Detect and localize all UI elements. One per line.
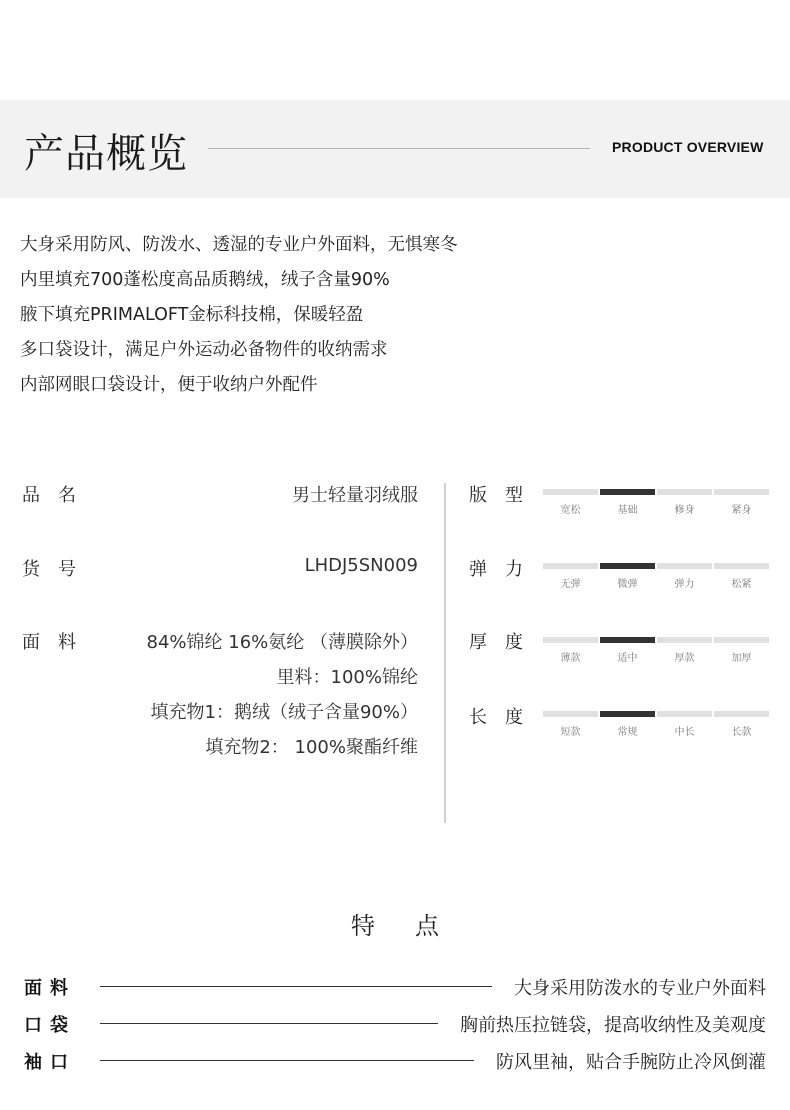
spec-sku-label: 货 号 <box>22 559 76 580</box>
feature-divider <box>100 1023 438 1024</box>
features-title: 特点 <box>351 912 479 940</box>
scale-segment <box>714 711 769 717</box>
scale-segment <box>714 637 769 643</box>
feature-text: 大身采用防泼水的专业户外面料 <box>514 978 766 999</box>
scale-option-label: 微弹 <box>617 579 638 590</box>
feature-label: 袖口 <box>24 1052 76 1073</box>
page-subtitle: PRODUCT OVERVIEW <box>612 139 764 155</box>
scale-option-label: 基础 <box>617 505 638 516</box>
scale-option-label: 无弹 <box>560 579 581 590</box>
spec-name-label: 品 名 <box>22 485 76 506</box>
scale-length <box>543 711 768 741</box>
scale-option-label: 中长 <box>674 727 695 738</box>
scale-option-label: 薄款 <box>560 653 581 664</box>
intro-list <box>20 233 458 408</box>
feature-label: 口袋 <box>24 1015 76 1036</box>
feature-label: 面料 <box>24 978 76 999</box>
scale-stretch <box>543 563 768 593</box>
scale-option-label: 常规 <box>617 727 638 738</box>
scale-segment <box>543 563 598 569</box>
spec-fabric-label: 面 料 <box>22 632 76 653</box>
scale-option-label: 长款 <box>731 727 752 738</box>
scale-segment <box>714 489 769 495</box>
scale-segment <box>543 711 598 717</box>
scale-option-label: 松紧 <box>731 579 752 590</box>
scale-segment <box>657 563 712 569</box>
scale-segment <box>600 563 655 569</box>
scale-option-label: 修身 <box>674 505 695 516</box>
intro-line: 大身采用防风、防泼水、透湿的专业户外面料，无惧寒冬 <box>20 235 458 255</box>
scale-fit <box>543 489 768 519</box>
scale-length-label: 长 度 <box>469 707 523 728</box>
feature-divider <box>100 1060 474 1061</box>
scale-option-label: 加厚 <box>731 653 752 664</box>
intro-line: 腋下填充PRIMALOFT金标科技棉，保暖轻盈 <box>20 305 364 325</box>
scale-option-label: 适中 <box>617 653 638 664</box>
scale-option-label: 厚款 <box>674 653 695 664</box>
scale-thickness <box>543 637 768 667</box>
scale-segment <box>543 637 598 643</box>
spec-fabric-line: 填充物1：鹅绒（绒子含量90%） <box>150 702 418 723</box>
scale-stretch-label: 弹 力 <box>469 559 523 580</box>
header-banner <box>0 100 790 198</box>
scale-fit-label: 版 型 <box>469 485 523 506</box>
spec-fabric-line: 84%锦纶 16%氨纶 （薄膜除外） <box>146 632 418 653</box>
feature-row <box>0 1048 790 1072</box>
feature-row <box>0 974 790 998</box>
intro-line: 多口袋设计，满足户外运动必备物件的收纳需求 <box>20 340 388 360</box>
spec-sku-value: LHDJ5SN009 <box>304 555 418 576</box>
scale-option-label: 短款 <box>560 727 581 738</box>
scale-option-label: 弹力 <box>674 579 695 590</box>
scale-option-label: 紧身 <box>731 505 752 516</box>
scale-segment <box>600 489 655 495</box>
scale-segment <box>657 489 712 495</box>
header-divider <box>208 148 590 149</box>
scale-segment <box>543 489 598 495</box>
scale-option-label: 宽松 <box>560 505 581 516</box>
feature-divider <box>100 986 492 987</box>
page-title: 产品概览 <box>24 131 188 177</box>
scale-segment <box>657 637 712 643</box>
spec-name-value: 男士轻量羽绒服 <box>292 485 418 506</box>
scale-segment <box>657 711 712 717</box>
feature-text: 胸前热压拉链袋，提高收纳性及美观度 <box>460 1015 766 1036</box>
spec-fabric-line: 里料：100%锦纶 <box>276 667 418 688</box>
scale-segment <box>600 711 655 717</box>
scale-segment <box>600 637 655 643</box>
column-divider <box>444 483 446 823</box>
spec-fabric-line: 填充物2： 100%聚酯纤维 <box>205 737 418 758</box>
intro-line: 内部网眼口袋设计，便于收纳户外配件 <box>20 375 318 395</box>
feature-row <box>0 1011 790 1035</box>
scale-segment <box>714 563 769 569</box>
scale-thickness-label: 厚 度 <box>469 632 523 653</box>
feature-text: 防风里袖，贴合手腕防止冷风倒灌 <box>496 1052 766 1073</box>
intro-line: 内里填充700蓬松度高品质鹅绒，绒子含量90% <box>20 270 390 290</box>
